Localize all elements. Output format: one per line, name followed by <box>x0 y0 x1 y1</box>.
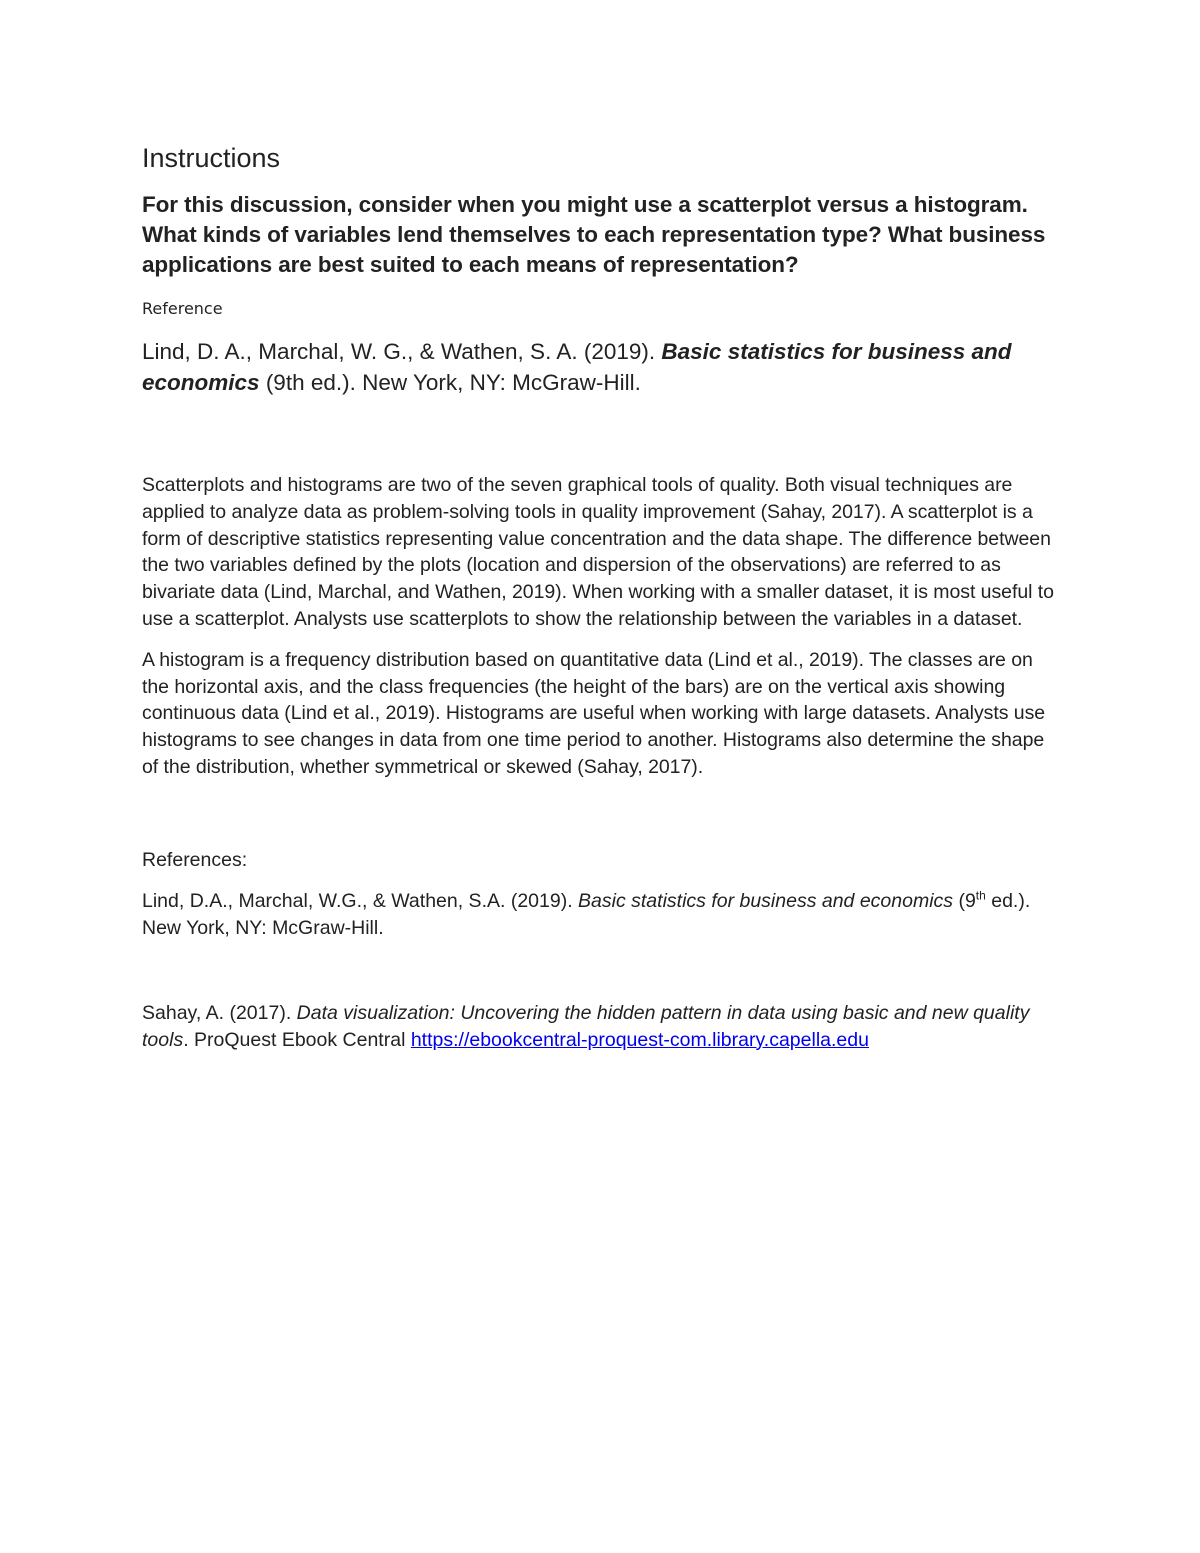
citation-title: Basic statistics for business and economics <box>142 339 1012 395</box>
lind-title: Basic statistics for business and economics <box>578 889 954 912</box>
sahay-link[interactable]: https://ebookcentral-proquest-com.library.capella.edu <box>410 1028 869 1051</box>
prompt-citation <box>142 336 1062 398</box>
reference-lind <box>142 888 1062 942</box>
sahay-authors: Sahay, A. (2017). <box>142 1001 292 1024</box>
lind-rest: ed.). New York, NY: McGraw-Hill. <box>142 889 1031 939</box>
body-paragraph-scatterplot: Scatterplots and histograms are two of the seven graphical tools of quality. Both visual techniques are applied to analyze data as problem-solving tools in quality improvement (Sahay, 2017). A scatterplot is a form of descriptive statistics representing value concentration and the data shape. The difference between the two variables defined by the plots (location and dispersion of the observations) are referred to as bivariate data (Lind, Marchal, and Wathen, 2019). When working with a smaller dataset, it is most useful to use a scatterplot. Analysts use scatterplots to show the relationship between the variables in a dataset. <box>142 474 1054 630</box>
body-paragraph-histogram: A histogram is a frequency distribution based on quantitative data (Lind et al., 2019). The classes are on the horizontal axis, and the class frequencies (the height of the bars) are on the vertical axis showing continuous data (Lind et al., 2019). Histograms are useful when working with large datasets. Analysts use histograms to see changes in data from one time period to another. Histograms also determine the shape of the distribution, whether symmetrical or skewed (Sahay, 2017). <box>142 648 1046 778</box>
references-heading: References: <box>142 848 248 871</box>
lind-edition-sup: th <box>975 888 986 903</box>
citation-authors: Lind, D. A., Marchal, W. G., & Wathen, S. A. (2019). <box>142 339 656 364</box>
citation-rest: (9th ed.). New York, NY: McGraw-Hill. <box>265 370 641 395</box>
discussion-prompt: For this discussion, consider when you might use a scatterplot versus a histogram. What kinds of variables lend themselves to each representation type? What business applications are best suited to each means of representation? <box>142 192 1046 277</box>
sahay-title: Data visualization: Uncovering the hidden pattern in data using basic and new quality tools <box>142 1001 1030 1051</box>
instructions-heading: Instructions <box>142 143 281 173</box>
reference-sahay <box>142 1000 1062 1054</box>
sahay-rest: . ProQuest Ebook Central <box>183 1028 406 1051</box>
lind-edition-open: (9 <box>958 889 976 912</box>
lind-authors: Lind, D.A., Marchal, W.G., & Wathen, S.A. (2019). <box>142 889 573 912</box>
reference-label: Reference <box>142 299 223 318</box>
document-page <box>142 140 1062 1112</box>
